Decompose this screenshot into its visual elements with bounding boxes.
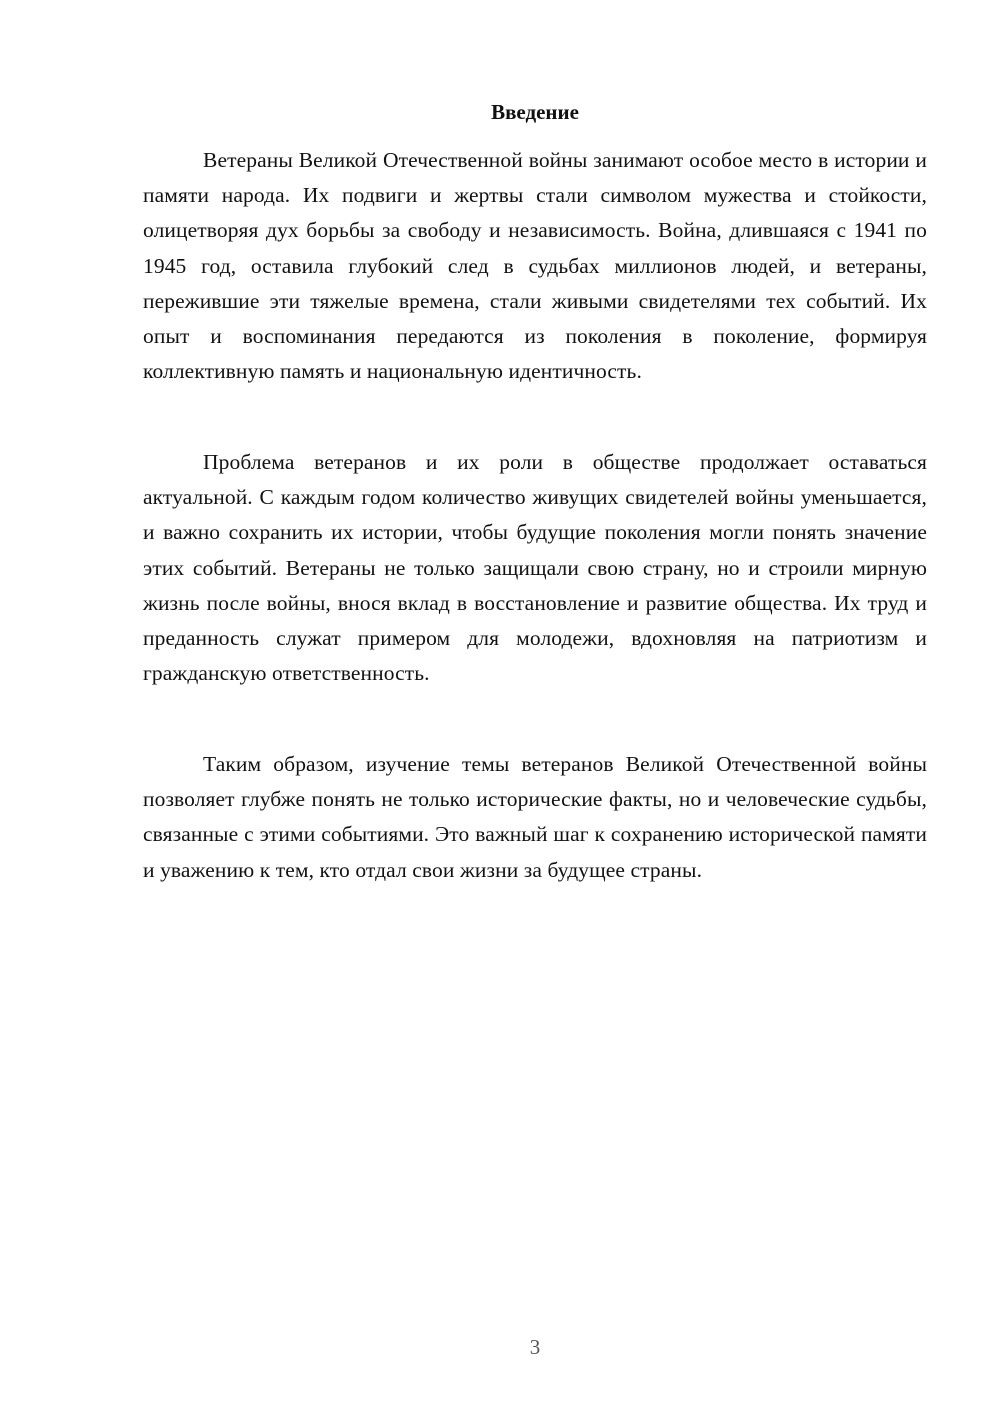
paragraph-2: Проблема ветеранов и их роли в обществе продолжает оставаться актуальной. С каждым годом количество живущих свидетелей войны уменьшается, и важно сохранить их истории, чтобы будущие поколения могли понять значение этих событий. Ветераны не только защищали свою страну, но и строили мирную жизнь после войны, внося вклад в восстановление и развитие общества. Их труд и преданность служат примером для молодежи, вдохновляя на патриотизм и гражданскую ответственность. bbox=[143, 450, 927, 686]
page-number: 3 bbox=[529, 1335, 541, 1359]
paragraph-1: Ветераны Великой Отечественной войны занимают особое место в истории и памяти народа. Их подвиги и жертвы стали символом мужества и стойкости, олицетворяя дух борьбы за свободу и независимость. Война, длившаяся с 1941 по 1945 год, оставила глубокий след в судьбах миллионов людей, и ветераны, пережившие эти тяжелые времена, стали живыми свидетелями тех событий. Их опыт и воспоминания передаются из поколения в поколение, формируя коллективную память и национальную идентичность. bbox=[143, 148, 927, 384]
paragraph-3: Таким образом, изучение темы ветеранов Великой Отечественной войны позволяет глубже понять не только исторические факты, но и человеческие судьбы, связанные с этими событиями. Это важный шаг к сохранению исторической памяти и уважению к тем, кто отдал свои жизни за будущее страны. bbox=[143, 752, 927, 882]
section-title: Введение bbox=[491, 100, 579, 124]
